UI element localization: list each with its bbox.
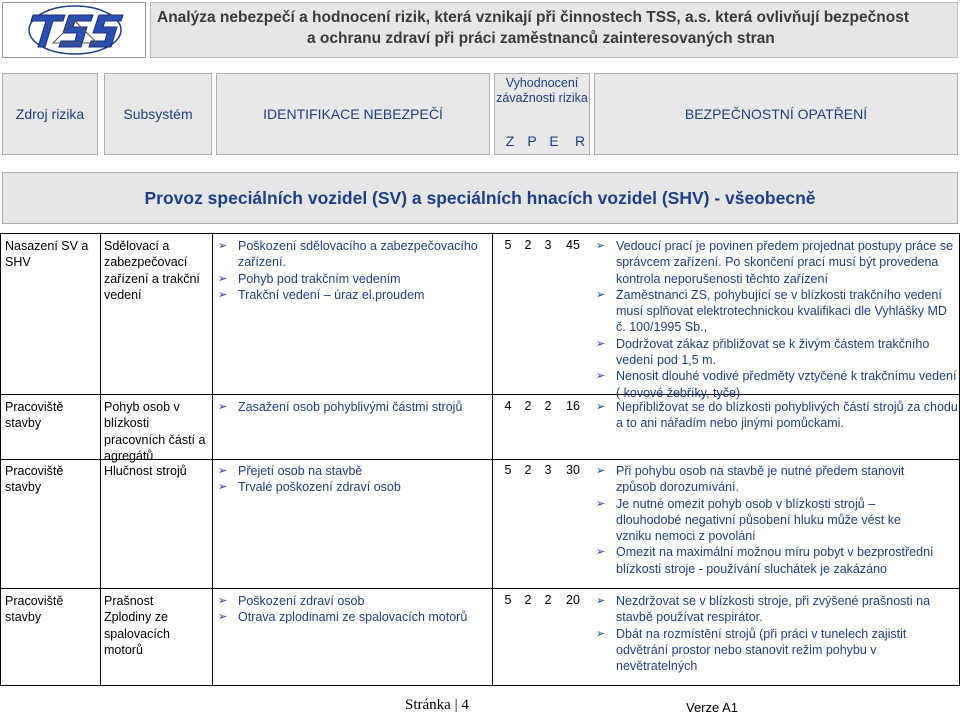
table-row-2-hazards	[218, 399, 492, 415]
measure-item: Dbát na rozmístění strojů (při práci v tunelech zajistit odvětrání prostor nebo stanovit režim pohybu v nevětratelných	[616, 626, 907, 674]
document-title	[150, 2, 958, 58]
vyhodnoceni-label: Vyhodnocení závažnosti rizika	[496, 76, 588, 105]
bullet-arrow-icon: ➢	[218, 611, 228, 624]
header-p: P	[527, 133, 537, 149]
section-title: Provoz speciálních vozidel (SV) a speciálních hnacích vozidel (SHV) - všeobecně	[2, 172, 958, 224]
header-e: E	[549, 133, 559, 149]
hazard-item: Trvalé poškození zdraví osob	[238, 480, 401, 495]
measure-item: Je nutné omezit pohyb osob v blízkosti strojů – dlouhodobé negativní působení hluku může vést ke vzniku nemoci z povolání	[616, 496, 901, 544]
hazard-item: Pohyb pod trakčním vedením	[238, 271, 401, 286]
score-r: 45	[566, 238, 580, 252]
bullet-arrow-icon: ➢	[218, 240, 228, 252]
table-border-bottom	[0, 685, 960, 686]
version-label: Verze A1	[686, 700, 739, 715]
score-e: 3	[544, 238, 552, 252]
tss-logo-icon	[3, 3, 145, 57]
table-row-3-hazards	[218, 463, 492, 496]
bullet-arrow-icon: ➢	[596, 595, 606, 607]
table-row-2-subsystem: Pohyb osob v blízkosti pracovních částí a agregátů	[104, 400, 206, 463]
table-row-4-measures	[596, 593, 952, 674]
header-z: Z	[505, 133, 515, 149]
measure-item: Zaměstnanci ZS, pohybující se v blízkosti trakčního vedení musí splňovat elektrotechnickou kvalifikaci dle Vyhlášky MD č. 100/1995 Sb.,	[616, 287, 947, 335]
score-z: 4	[504, 399, 512, 413]
hazard-item: Zasažení osob pohyblivými částmi strojů	[238, 400, 463, 414]
table-row-3-zdroj: Pracoviště stavby	[5, 464, 64, 495]
table-row-1-measures	[596, 238, 958, 401]
score-p: 2	[524, 593, 532, 607]
bullet-arrow-icon: ➢	[596, 337, 606, 350]
measure-item: Při pohybu osob na stavbě je nutné předem stanovit způsob dorozumívání.	[616, 464, 905, 495]
table-row-3-measures	[596, 463, 936, 577]
column-divider	[100, 233, 101, 685]
bullet-arrow-icon: ➢	[596, 497, 606, 510]
score-z: 5	[504, 593, 512, 607]
score-p: 2	[524, 463, 532, 477]
hazard-item: Poškození zdraví osob	[238, 594, 365, 608]
bullet-arrow-icon: ➢	[218, 288, 228, 301]
table-row-1-zdroj: Nasazení SV a SHV	[5, 239, 89, 270]
table-row-4-hazards	[218, 593, 492, 626]
measure-item: Nenosit dlouhé vodivé předměty vztyčené k trakčnímu vedení ( kovové žebříky, tyče)	[616, 369, 957, 400]
column-divider	[212, 233, 213, 685]
bullet-arrow-icon: ➢	[218, 595, 228, 607]
table-row-1-hazards	[218, 238, 488, 303]
score-z: 5	[504, 463, 512, 477]
page-footer	[0, 690, 960, 718]
title-line-1: Analýza nebezpečí a hodnocení rizik, která vznikají při činnostech TSS, a.s. která ovlivňují bezpečnost	[157, 9, 909, 26]
measure-item: Nezdržovat se v blízkosti stroje, při zvýšené prašnosti na stavbě používat respirátor.	[616, 594, 931, 625]
table-row-4-zdroj: Pracoviště stavby	[5, 594, 64, 625]
document-header	[0, 0, 960, 62]
hazard-item: Trakční vedení – úraz el.proudem	[238, 287, 425, 302]
row-divider	[0, 588, 960, 589]
table-border-top	[0, 233, 960, 234]
bullet-arrow-icon: ➢	[596, 370, 606, 383]
column-divider	[492, 233, 493, 685]
score-e: 3	[544, 463, 552, 477]
table-row-4-subsystem: Prašnost Zplodiny ze spalovacích motorů	[104, 594, 171, 657]
table-row-3-subsystem: Hlučnost strojů	[104, 464, 187, 478]
page-number: Stránka | 4	[405, 697, 469, 713]
table-row-2-measures	[596, 399, 958, 432]
column-divider	[0, 233, 1, 685]
company-logo	[2, 2, 146, 58]
measure-item: Vedoucí prací je povinen předem projednat postupy práce se správcem zařízení. Po skončení prací musí být provedena kontrola neporušenosti těchto zařízení	[616, 239, 954, 286]
bullet-arrow-icon: ➢	[596, 465, 606, 477]
column-header-subsystem: Subsystém	[104, 73, 212, 155]
bullet-arrow-icon: ➢	[218, 272, 228, 285]
bullet-arrow-icon: ➢	[596, 401, 606, 413]
bullet-arrow-icon: ➢	[218, 465, 228, 477]
table-row-4-scores	[498, 593, 588, 607]
column-header-zdroj: Zdroj rizika	[2, 73, 98, 155]
bullet-arrow-icon: ➢	[596, 288, 606, 301]
bullet-arrow-icon: ➢	[596, 546, 606, 559]
hazard-item: Poškození sdělovacího a zabezpečovacího zařízení.	[238, 239, 478, 270]
score-e: 2	[544, 399, 552, 413]
bullet-arrow-icon: ➢	[218, 401, 228, 413]
table-row-1-subsystem: Sdělovací a zabezpečovací zařízení a trakční vedení	[104, 239, 200, 302]
table-row-1-scores	[498, 238, 588, 252]
measure-item: Nepřibližovat se do blízkosti pohyblivých částí strojů za chodu a to ani nářadím nebo jinými pomůckami.	[616, 400, 958, 431]
column-header-identifikace: IDENTIFIKACE NEBEZPEČÍ	[216, 73, 490, 155]
score-p: 2	[524, 238, 532, 252]
score-r: 20	[566, 593, 580, 607]
score-r: 16	[566, 399, 580, 413]
hazard-item: Přejetí osob na stavbě	[238, 464, 363, 478]
score-z: 5	[504, 238, 512, 252]
score-p: 2	[524, 399, 532, 413]
hazard-item: Otrava zplodinami ze spalovacích motorů	[238, 610, 468, 625]
title-line-2: a ochranu zdraví při práci zaměstnanců zainteresovaných stran	[307, 30, 775, 47]
bullet-arrow-icon: ➢	[218, 481, 228, 494]
score-e: 2	[544, 593, 552, 607]
bullet-arrow-icon: ➢	[596, 240, 606, 252]
measure-item: Dodržovat zákaz přibližovat se k živým částem trakčního vedení pod 1,5 m.	[616, 336, 930, 368]
table-row-3-scores	[498, 463, 588, 477]
table-row-2-scores	[498, 399, 588, 413]
score-r: 30	[566, 463, 580, 477]
measure-item: Omezit na maximální možnou míru pobyt v bezprostřední blízkosti stroje - používání sluchátek je zakázáno	[616, 545, 934, 576]
header-r: R	[574, 133, 586, 149]
column-header-opatreni: BEZPEČNOSTNÍ OPATŘENÍ	[594, 73, 958, 155]
table-row-2-zdroj: Pracoviště stavby	[5, 400, 64, 431]
column-header-vyhodnoceni	[494, 73, 590, 155]
bullet-arrow-icon: ➢	[596, 627, 606, 640]
